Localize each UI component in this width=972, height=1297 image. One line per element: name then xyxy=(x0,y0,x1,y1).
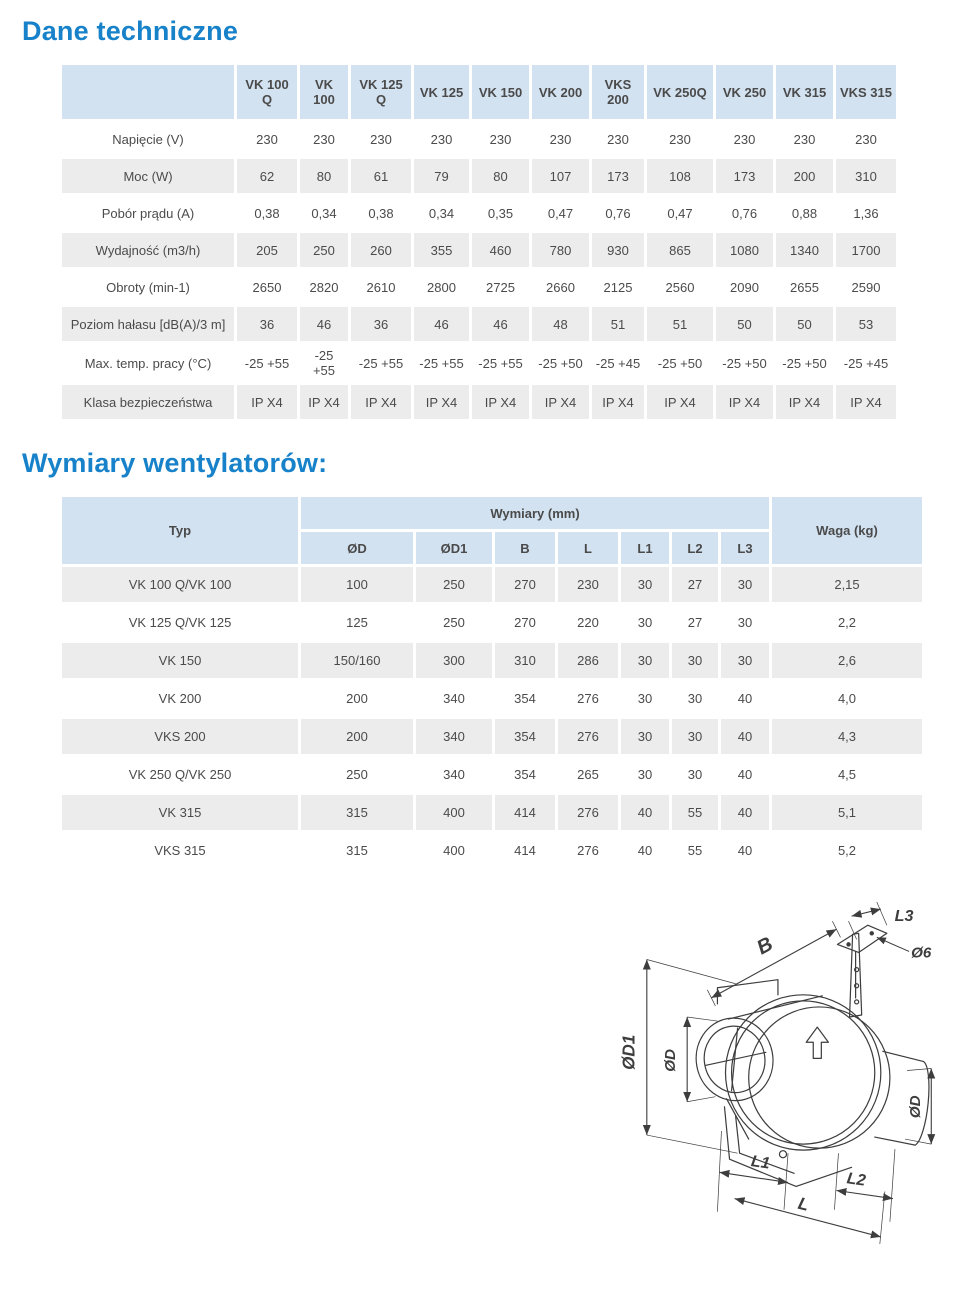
value-cell: -25 +55 xyxy=(237,344,297,382)
dim-label-dd-inlet: ØD xyxy=(662,1049,680,1072)
row-label: Moc (W) xyxy=(62,159,234,193)
value-cell: 340 xyxy=(416,757,492,792)
value-cell: 0,34 xyxy=(414,196,469,230)
value-cell: 230 xyxy=(716,122,773,156)
value-cell: 205 xyxy=(237,233,297,267)
weight-cell: 4,0 xyxy=(772,681,922,716)
value-cell: 230 xyxy=(414,122,469,156)
outlet-bottom-line xyxy=(875,1137,915,1145)
value-cell: 414 xyxy=(495,795,555,830)
extension-line xyxy=(647,1135,738,1153)
value-cell: 0,38 xyxy=(237,196,297,230)
extension-line xyxy=(647,960,736,984)
value-cell: 30 xyxy=(672,757,718,792)
sub-col-header: L3 xyxy=(721,532,769,564)
clamp-rivet xyxy=(855,1000,859,1004)
value-cell: 400 xyxy=(416,795,492,830)
value-cell: 30 xyxy=(672,719,718,754)
value-cell: 40 xyxy=(621,795,669,830)
value-cell: 200 xyxy=(301,681,413,716)
weight-header: Waga (kg) xyxy=(772,497,922,564)
value-cell: 30 xyxy=(621,605,669,640)
value-cell: 250 xyxy=(416,605,492,640)
value-cell: 30 xyxy=(721,605,769,640)
value-cell: 30 xyxy=(621,567,669,602)
value-cell: 2725 xyxy=(472,270,529,304)
value-cell: 315 xyxy=(301,795,413,830)
value-cell: IP X4 xyxy=(776,385,833,419)
value-cell: 2590 xyxy=(836,270,896,304)
value-cell: 220 xyxy=(558,605,618,640)
row-label: VKS 315 xyxy=(62,833,298,868)
fan-dimension-diagram xyxy=(604,899,964,1247)
value-cell: 2125 xyxy=(592,270,644,304)
drain-screw xyxy=(779,1151,786,1158)
value-cell: 355 xyxy=(414,233,469,267)
value-cell: 265 xyxy=(558,757,618,792)
dim-label-dd1: ØD1 xyxy=(618,1034,639,1070)
table-row xyxy=(62,196,896,230)
value-cell: IP X4 xyxy=(472,385,529,419)
value-cell: 2820 xyxy=(300,270,348,304)
value-cell: 250 xyxy=(416,567,492,602)
col-header: VK 125 Q xyxy=(351,65,411,119)
extension-line xyxy=(687,1097,715,1102)
d6-leader-arrow xyxy=(877,937,909,951)
table-row xyxy=(62,681,922,716)
extension-line xyxy=(880,1192,885,1244)
table-row xyxy=(62,122,896,156)
value-cell: IP X4 xyxy=(300,385,348,419)
value-cell: 53 xyxy=(836,307,896,341)
value-cell: 50 xyxy=(716,307,773,341)
value-cell: 48 xyxy=(532,307,589,341)
weight-cell: 4,5 xyxy=(772,757,922,792)
table-row xyxy=(62,233,896,267)
row-label: VK 125 Q/VK 125 xyxy=(62,605,298,640)
value-cell: 0,76 xyxy=(592,196,644,230)
sub-col-header: L1 xyxy=(621,532,669,564)
dim-line-b xyxy=(711,929,836,998)
value-cell: 173 xyxy=(592,159,644,193)
value-cell: 40 xyxy=(721,681,769,716)
value-cell: -25 +50 xyxy=(776,344,833,382)
dim-line-l1 xyxy=(719,1172,788,1182)
value-cell: 230 xyxy=(351,122,411,156)
value-cell: 1340 xyxy=(776,233,833,267)
value-cell: 0,47 xyxy=(532,196,589,230)
col-header: VKS 315 xyxy=(836,65,896,119)
value-cell: 27 xyxy=(672,567,718,602)
typ-header: Typ xyxy=(62,497,298,564)
extension-line xyxy=(687,1017,717,1021)
weight-cell: 2,2 xyxy=(772,605,922,640)
value-cell: -25 +45 xyxy=(836,344,896,382)
value-cell: -25 +55 xyxy=(300,344,348,382)
value-cell: 55 xyxy=(672,795,718,830)
extension-line xyxy=(717,1131,721,1212)
value-cell: 2560 xyxy=(647,270,713,304)
value-cell: 340 xyxy=(416,719,492,754)
table-row xyxy=(62,795,922,830)
value-cell: 354 xyxy=(495,681,555,716)
value-cell: 250 xyxy=(301,757,413,792)
row-label: VKS 200 xyxy=(62,719,298,754)
value-cell: IP X4 xyxy=(716,385,773,419)
value-cell: 276 xyxy=(558,719,618,754)
value-cell: 107 xyxy=(532,159,589,193)
value-cell: 286 xyxy=(558,643,618,678)
value-cell: 30 xyxy=(721,643,769,678)
col-header: VK 125 xyxy=(414,65,469,119)
value-cell: 354 xyxy=(495,719,555,754)
value-cell: 230 xyxy=(532,122,589,156)
value-cell: 930 xyxy=(592,233,644,267)
dims-header-row-1 xyxy=(62,497,922,529)
value-cell: 61 xyxy=(351,159,411,193)
housing-front-rim xyxy=(732,1001,875,1144)
value-cell: 30 xyxy=(672,643,718,678)
extension-line xyxy=(834,1153,838,1209)
value-cell: 354 xyxy=(495,757,555,792)
value-cell: 0,34 xyxy=(300,196,348,230)
table-row xyxy=(62,385,896,419)
dimensions-title: Wymiary wentylatorów: xyxy=(22,448,328,478)
table-row xyxy=(62,567,922,602)
value-cell: 36 xyxy=(351,307,411,341)
value-cell: 2660 xyxy=(532,270,589,304)
dimensions-table xyxy=(59,494,925,871)
tech-header-row xyxy=(62,65,896,119)
value-cell: 30 xyxy=(621,681,669,716)
weight-cell: 5,2 xyxy=(772,833,922,868)
value-cell: 80 xyxy=(472,159,529,193)
value-cell: -25 +45 xyxy=(592,344,644,382)
dim-label-b: B xyxy=(753,933,777,960)
value-cell: 270 xyxy=(495,605,555,640)
row-label: Pobór prądu (A) xyxy=(62,196,234,230)
value-cell: 40 xyxy=(621,833,669,868)
weight-cell: 5,1 xyxy=(772,795,922,830)
dim-label-l3: L3 xyxy=(894,907,914,926)
value-cell: 2650 xyxy=(237,270,297,304)
sub-col-header: ØD1 xyxy=(416,532,492,564)
value-cell: 40 xyxy=(721,757,769,792)
dim-label-l1: L1 xyxy=(749,1152,772,1173)
extension-line xyxy=(707,990,715,1006)
value-cell: 55 xyxy=(672,833,718,868)
value-cell: 2655 xyxy=(776,270,833,304)
value-cell: IP X4 xyxy=(351,385,411,419)
value-cell: 310 xyxy=(836,159,896,193)
value-cell: 30 xyxy=(621,643,669,678)
value-cell: 2090 xyxy=(716,270,773,304)
value-cell: 30 xyxy=(621,757,669,792)
col-header: VK 250Q xyxy=(647,65,713,119)
value-cell: 30 xyxy=(672,681,718,716)
row-label: VK 315 xyxy=(62,795,298,830)
value-cell: 250 xyxy=(300,233,348,267)
value-cell: 0,76 xyxy=(716,196,773,230)
value-cell: 2610 xyxy=(351,270,411,304)
value-cell: 460 xyxy=(472,233,529,267)
value-cell: 230 xyxy=(647,122,713,156)
value-cell: 230 xyxy=(558,567,618,602)
dimensions-group-header: Wymiary (mm) xyxy=(301,497,769,529)
value-cell: 230 xyxy=(237,122,297,156)
value-cell: 300 xyxy=(416,643,492,678)
extension-line xyxy=(890,1149,895,1222)
technical-data-table xyxy=(59,62,899,422)
sub-col-header: ØD xyxy=(301,532,413,564)
value-cell: 150/160 xyxy=(301,643,413,678)
value-cell: 1700 xyxy=(836,233,896,267)
value-cell: 62 xyxy=(237,159,297,193)
value-cell: 51 xyxy=(647,307,713,341)
col-header: VK 250 xyxy=(716,65,773,119)
value-cell: 340 xyxy=(416,681,492,716)
value-cell: 2800 xyxy=(414,270,469,304)
value-cell: IP X4 xyxy=(237,385,297,419)
value-cell: 230 xyxy=(472,122,529,156)
row-label: Obroty (min-1) xyxy=(62,270,234,304)
value-cell: 46 xyxy=(414,307,469,341)
weight-cell: 2,15 xyxy=(772,567,922,602)
value-cell: 276 xyxy=(558,795,618,830)
value-cell: 100 xyxy=(301,567,413,602)
value-cell: 1,36 xyxy=(836,196,896,230)
value-cell: IP X4 xyxy=(532,385,589,419)
value-cell: IP X4 xyxy=(647,385,713,419)
sub-col-header: B xyxy=(495,532,555,564)
row-label: VK 250 Q/VK 250 xyxy=(62,757,298,792)
row-label: Napięcie (V) xyxy=(62,122,234,156)
value-cell: 50 xyxy=(776,307,833,341)
value-cell: 780 xyxy=(532,233,589,267)
row-label: Wydajność (m3/h) xyxy=(62,233,234,267)
dim-label-d6: Ø6 xyxy=(911,944,932,962)
col-header: VK 100 Q xyxy=(237,65,297,119)
value-cell: 315 xyxy=(301,833,413,868)
value-cell: -25 +50 xyxy=(647,344,713,382)
value-cell: 270 xyxy=(495,567,555,602)
value-cell: IP X4 xyxy=(414,385,469,419)
value-cell: 260 xyxy=(351,233,411,267)
fan-line-drawing xyxy=(604,899,964,1247)
value-cell: 30 xyxy=(721,567,769,602)
value-cell: 0,47 xyxy=(647,196,713,230)
value-cell: 79 xyxy=(414,159,469,193)
value-cell: -25 +55 xyxy=(414,344,469,382)
col-header: VK 100 xyxy=(300,65,348,119)
value-cell: 40 xyxy=(721,833,769,868)
row-label: Max. temp. pracy (°C) xyxy=(62,344,234,382)
value-cell: 1080 xyxy=(716,233,773,267)
dim-label-l: L xyxy=(796,1192,812,1215)
value-cell: 0,88 xyxy=(776,196,833,230)
row-label: VK 100 Q/VK 100 xyxy=(62,567,298,602)
value-cell: 200 xyxy=(301,719,413,754)
col-header: VK 315 xyxy=(776,65,833,119)
table-row xyxy=(62,757,922,792)
weight-cell: 2,6 xyxy=(772,643,922,678)
value-cell: 276 xyxy=(558,833,618,868)
value-cell: 414 xyxy=(495,833,555,868)
value-cell: 27 xyxy=(672,605,718,640)
technical-data-title: Dane techniczne xyxy=(22,16,239,46)
value-cell: 173 xyxy=(716,159,773,193)
value-cell: 108 xyxy=(647,159,713,193)
value-cell: 230 xyxy=(300,122,348,156)
value-cell: 230 xyxy=(836,122,896,156)
value-cell: 0,35 xyxy=(472,196,529,230)
value-cell: 30 xyxy=(621,719,669,754)
airflow-arrow-icon xyxy=(806,1027,828,1058)
row-label: VK 200 xyxy=(62,681,298,716)
value-cell: IP X4 xyxy=(592,385,644,419)
inlet-flange xyxy=(717,980,778,1004)
table-row xyxy=(62,643,922,678)
weight-cell: 4,3 xyxy=(772,719,922,754)
value-cell: -25 +55 xyxy=(472,344,529,382)
value-cell: 40 xyxy=(721,719,769,754)
dim-label-dd-outlet: ØD xyxy=(907,1095,925,1119)
bracket-hole xyxy=(847,943,850,946)
table-row xyxy=(62,270,896,304)
sub-col-header: L2 xyxy=(672,532,718,564)
value-cell: 200 xyxy=(776,159,833,193)
value-cell: 276 xyxy=(558,681,618,716)
value-cell: -25 +50 xyxy=(716,344,773,382)
table-row xyxy=(62,159,896,193)
dim-label-l2: L2 xyxy=(845,1169,867,1190)
col-header: VKS 200 xyxy=(592,65,644,119)
value-cell: -25 +50 xyxy=(532,344,589,382)
value-cell: 46 xyxy=(300,307,348,341)
value-cell: 36 xyxy=(237,307,297,341)
table-row xyxy=(62,344,896,382)
table-row xyxy=(62,605,922,640)
value-cell: 230 xyxy=(776,122,833,156)
sub-col-header: L xyxy=(558,532,618,564)
value-cell: 0,38 xyxy=(351,196,411,230)
corner-cell xyxy=(62,65,234,119)
row-label: Poziom hałasu [dB(A)/3 m] xyxy=(62,307,234,341)
value-cell: 80 xyxy=(300,159,348,193)
row-label: Klasa bezpieczeństwa xyxy=(62,385,234,419)
value-cell: 125 xyxy=(301,605,413,640)
dim-line-l3 xyxy=(852,909,881,916)
table-row xyxy=(62,719,922,754)
extension-line xyxy=(877,902,887,925)
value-cell: 51 xyxy=(592,307,644,341)
value-cell: -25 +55 xyxy=(351,344,411,382)
value-cell: 230 xyxy=(592,122,644,156)
value-cell: 310 xyxy=(495,643,555,678)
value-cell: IP X4 xyxy=(836,385,896,419)
value-cell: 865 xyxy=(647,233,713,267)
bracket-hole xyxy=(870,932,873,935)
value-cell: 46 xyxy=(472,307,529,341)
row-label: VK 150 xyxy=(62,643,298,678)
table-row xyxy=(62,307,896,341)
outlet-top-line xyxy=(883,1051,923,1061)
value-cell: 40 xyxy=(721,795,769,830)
col-header: VK 200 xyxy=(532,65,589,119)
col-header: VK 150 xyxy=(472,65,529,119)
value-cell: 400 xyxy=(416,833,492,868)
table-row xyxy=(62,833,922,868)
